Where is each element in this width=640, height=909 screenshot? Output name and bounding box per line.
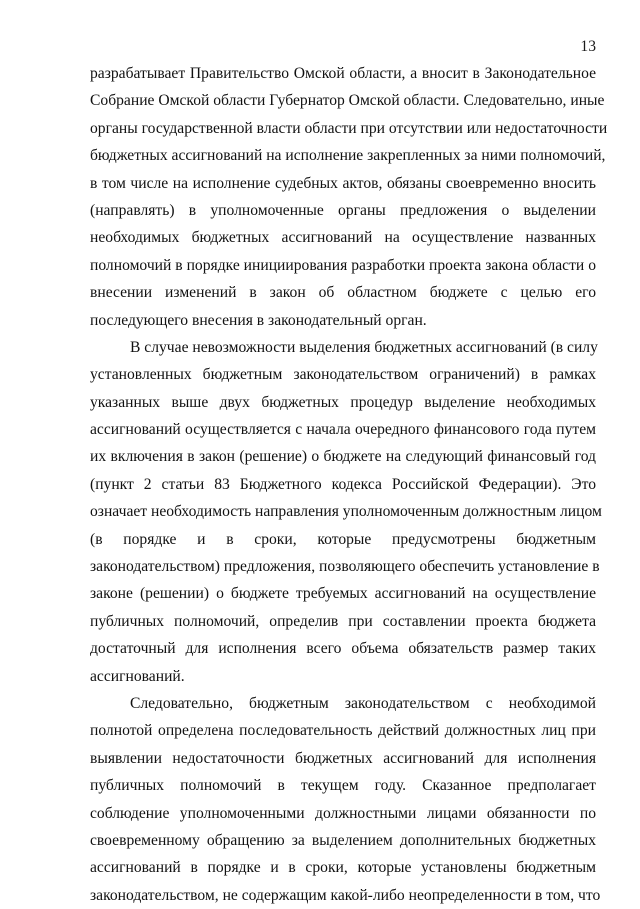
text-line: (пункт 2 статьи 83 Бюджетного кодекса Российской Федерации). Это [90, 475, 596, 493]
text-line: своевременному обращению за выделением дополнительных бюджетных [90, 831, 596, 849]
text-line: законе (решении) о бюджете требуемых ассигнований на осуществление [90, 585, 596, 603]
text-line: законодательством, не содержащим какой-либо неопределенности в том, что [90, 886, 601, 904]
text-line: бюджетных ассигнований на исполнение закрепленных за ними полномочий, [90, 147, 606, 165]
text-line: Следовательно, бюджетным законодательством с необходимой [130, 694, 596, 712]
text-line: внесении изменений в закон об областном бюджете с целью его [90, 284, 596, 302]
text-line: публичных полномочий, определив при составлении проекта бюджета [90, 612, 596, 630]
page-number: 13 [580, 38, 596, 55]
text-line: (в порядке и в сроки, которые предусмотрены бюджетным [90, 530, 596, 548]
paragraph-3 [90, 690, 601, 909]
text-line: последующего внесения в законодательный орган. [90, 311, 427, 329]
text-line: (направлять) в уполномоченные органы предложения о выделении [90, 201, 596, 219]
text-line: В случае невозможности выделения бюджетных ассигнований (в силу [130, 338, 598, 356]
text-line: ассигнований осуществляется с начала очередного финансового года путем [90, 421, 596, 439]
text-line: установленных бюджетным законодательством ограничений) в рамках [90, 366, 596, 384]
text-line: полнотой определена последовательность действий должностных лиц при [90, 722, 596, 740]
document-body [90, 60, 608, 909]
text-line: указанных выше двух бюджетных процедур выделение необходимых [90, 393, 596, 411]
text-line: означает необходимость направления уполномоченным должностным лицом [90, 503, 602, 521]
paragraph-2 [90, 334, 602, 690]
text-line: соблюдение уполномоченными должностными лицами обязанности по [90, 804, 596, 822]
text-line: органы государственной власти области при отсутствии или недостаточности [90, 119, 608, 137]
text-line: полномочий в порядке инициирования разработки проекта закона области о [90, 256, 596, 274]
text-line: в том числе на исполнение судебных актов, обязаны своевременно вносить [90, 174, 596, 192]
text-line: законодательством) предложения, позволяющего обеспечить установление в [90, 558, 600, 576]
text-line: выявлении недостаточности бюджетных ассигнований для исполнения [90, 749, 596, 767]
text-line: их включения в закон (решение) о бюджете на следующий финансовый год [90, 448, 596, 466]
text-line: публичных полномочий в текущем году. Сказанное предполагает [90, 777, 596, 795]
text-line: разрабатывает Правительство Омской области, а вносит в Законодательное [90, 65, 596, 82]
text-line: ассигнований в порядке и в сроки, которые установлены бюджетным [90, 859, 596, 877]
paragraph-1 [90, 60, 608, 334]
text-line: Собрание Омской области Губернатор Омской области. Следовательно, иные [90, 92, 605, 110]
text-line: ассигнований. [90, 667, 185, 685]
text-line: необходимых бюджетных ассигнований на осуществление названных [90, 229, 596, 247]
text-line: достаточный для исполнения всего объема обязательств размер таких [90, 640, 596, 658]
